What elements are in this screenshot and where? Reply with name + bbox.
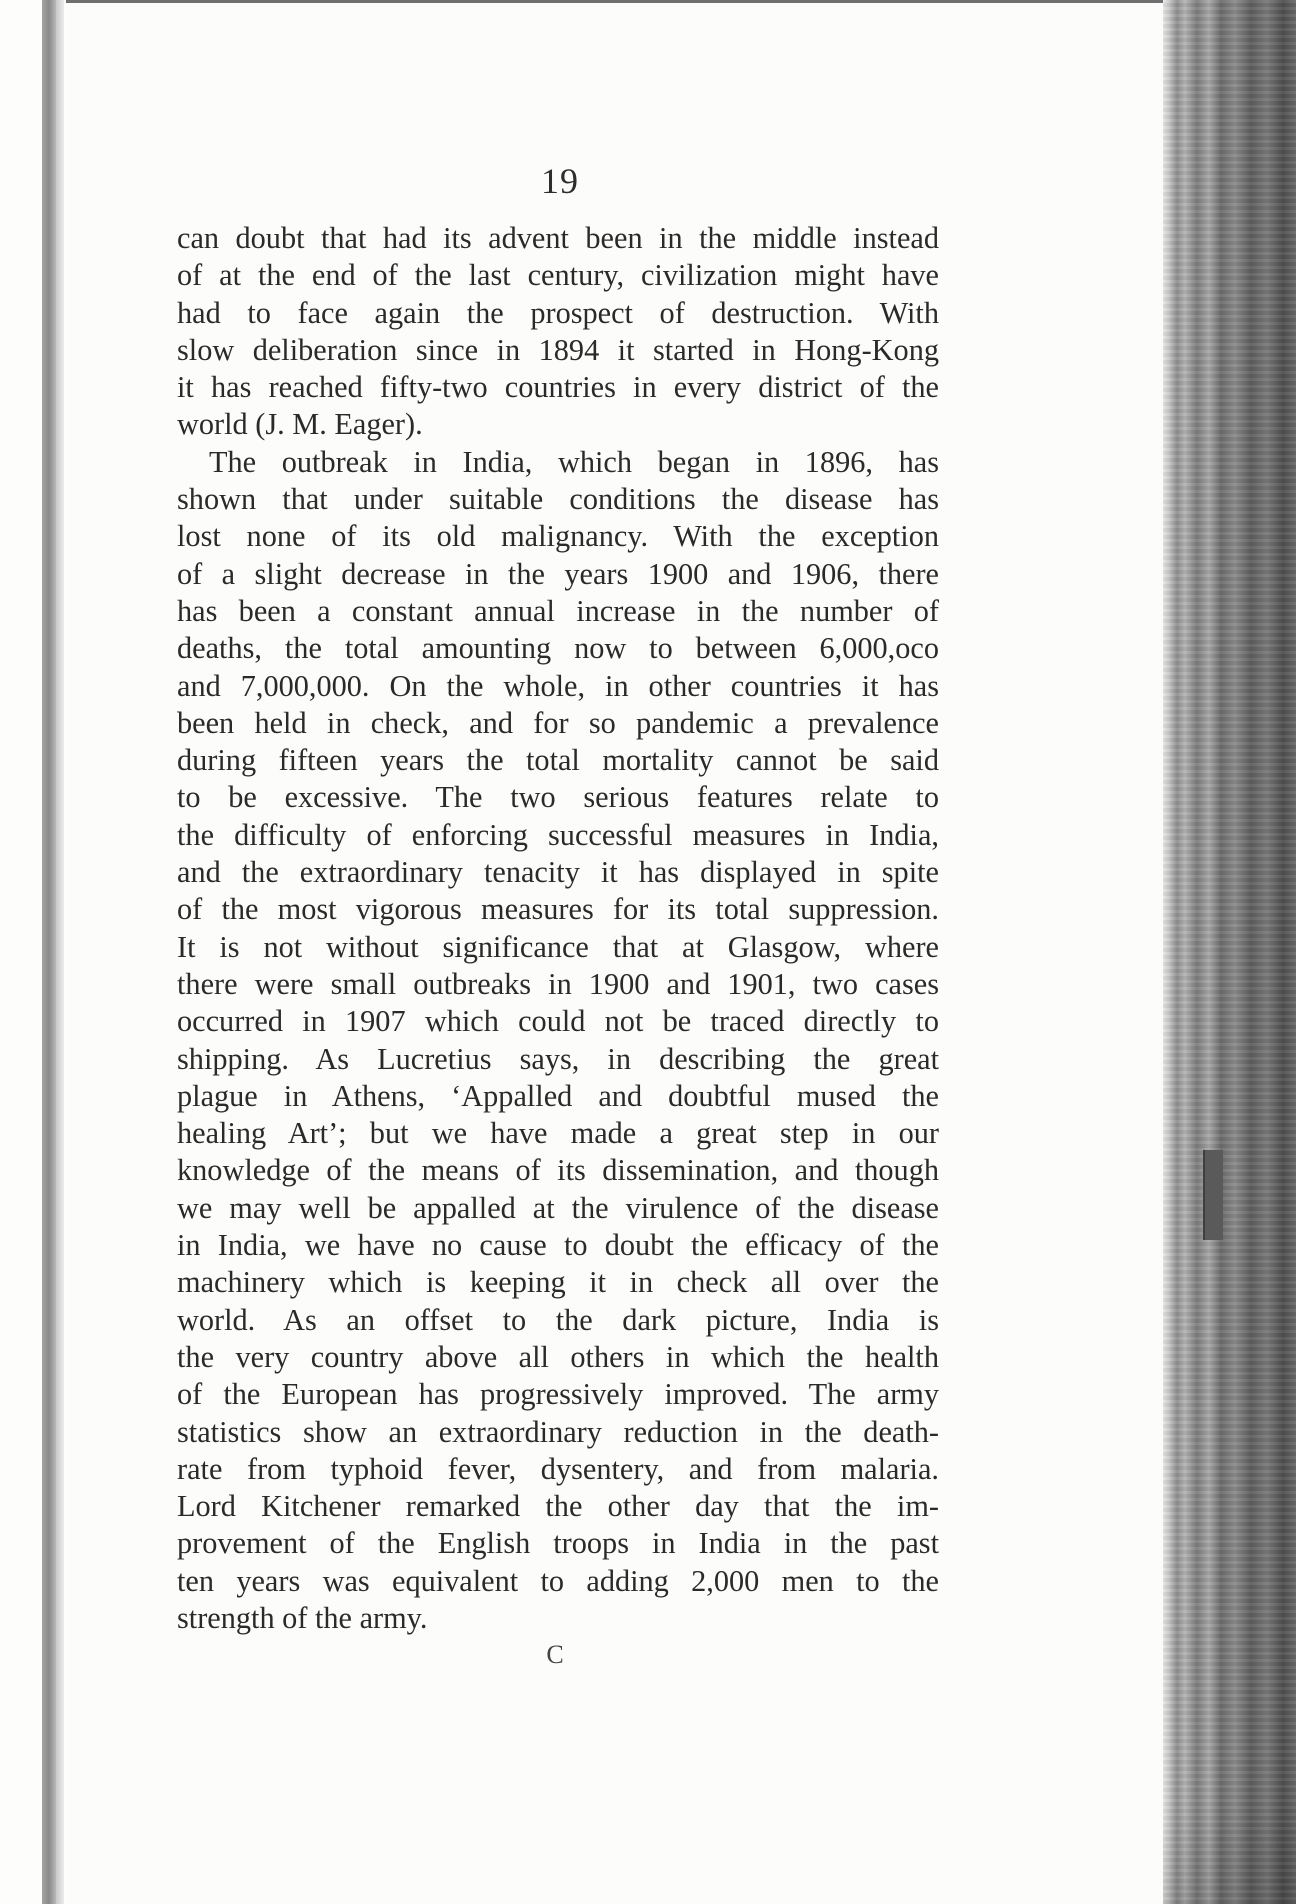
signature-mark: C: [546, 1640, 564, 1669]
text-line: provement of the English troops in India in the past: [177, 1526, 939, 1561]
fore-edge-shadow: [1163, 1800, 1296, 1904]
text-line: plague in Athens, ‘Appalled and doubtful mused the: [177, 1078, 939, 1113]
text-line: Lord Kitchener remarked the other day that the im-: [177, 1489, 939, 1524]
text-line: it has reached fifty-two countries in every district of the: [177, 370, 939, 405]
text-line: to be excessive. The two serious features relate to: [177, 780, 939, 815]
text-line: statistics show an extraordinary reduction in the death-: [177, 1414, 939, 1449]
body-text: [177, 220, 939, 1637]
text-line: world. As an offset to the dark picture, India is: [177, 1302, 939, 1337]
text-line: world (J. M. Eager).: [177, 407, 423, 442]
paragraph-2: [177, 444, 939, 1638]
text-line: machinery which is keeping it in check all over the: [177, 1265, 939, 1300]
text-line: rate from typhoid fever, dysentery, and from malaria.: [177, 1451, 939, 1486]
text-line: shown that under suitable conditions the disease has: [177, 482, 939, 517]
text-line: of the most vigorous measures for its total suppression.: [177, 892, 939, 927]
text-line: of a slight decrease in the years 1900 and 1906, there: [177, 556, 939, 591]
text-line: strength of the army.: [177, 1600, 428, 1635]
text-line: lost none of its old malignancy. With the exception: [177, 519, 939, 554]
text-line: knowledge of the means of its dissemination, and though: [177, 1153, 939, 1188]
text-line: deaths, the total amounting now to between 6,000,oco: [177, 631, 939, 666]
text-line: and the extraordinary tenacity it has displayed in spite: [177, 855, 939, 890]
text-line: occurred in 1907 which could not be traced directly to: [177, 1004, 939, 1039]
gutter-shadow: [42, 0, 56, 1904]
text-line: of the European has progressively improved. The army: [177, 1377, 939, 1412]
top-edge-line: [66, 0, 1166, 3]
text-line: The outbreak in India, which began in 1896, has: [209, 444, 939, 479]
text-line: we may well be appalled at the virulence of the disease: [177, 1190, 939, 1225]
page-number: 19: [541, 161, 579, 201]
text-line: It is not without significance that at Glasgow, where: [177, 929, 939, 964]
text-line: and 7,000,000. On the whole, in other countries it has: [177, 668, 939, 703]
text-line: shipping. As Lucretius says, in describing the great: [177, 1041, 939, 1076]
text-line: can doubt that had its advent been in the middle instead: [177, 221, 939, 255]
text-line: the difficulty of enforcing successful measures in India,: [177, 817, 939, 852]
text-line: during fifteen years the total mortality cannot be said: [177, 743, 939, 778]
text-line: there were small outbreaks in 1900 and 1901, two cases: [177, 966, 939, 1001]
paragraph-1: [177, 220, 939, 444]
text-line: in India, we have no cause to doubt the efficacy of the: [177, 1228, 939, 1263]
text-line: healing Art’; but we have made a great step in our: [177, 1116, 939, 1151]
gutter-fade: [56, 0, 64, 1904]
page-tab-mark: [1203, 1150, 1223, 1240]
text-line: the very country above all others in which the health: [177, 1339, 939, 1374]
text-line: had to face again the prospect of destruction. With: [177, 295, 939, 330]
text-line: of at the end of the last century, civilization might have: [177, 258, 939, 293]
text-line: ten years was equivalent to adding 2,000 men to the: [177, 1563, 939, 1598]
text-line: been held in check, and for so pandemic a prevalence: [177, 705, 939, 740]
text-line: slow deliberation since in 1894 it started in Hong-Kong: [177, 332, 939, 367]
text-line: has been a constant annual increase in the number of: [177, 593, 939, 628]
fore-edge-texture: [1163, 0, 1296, 1904]
